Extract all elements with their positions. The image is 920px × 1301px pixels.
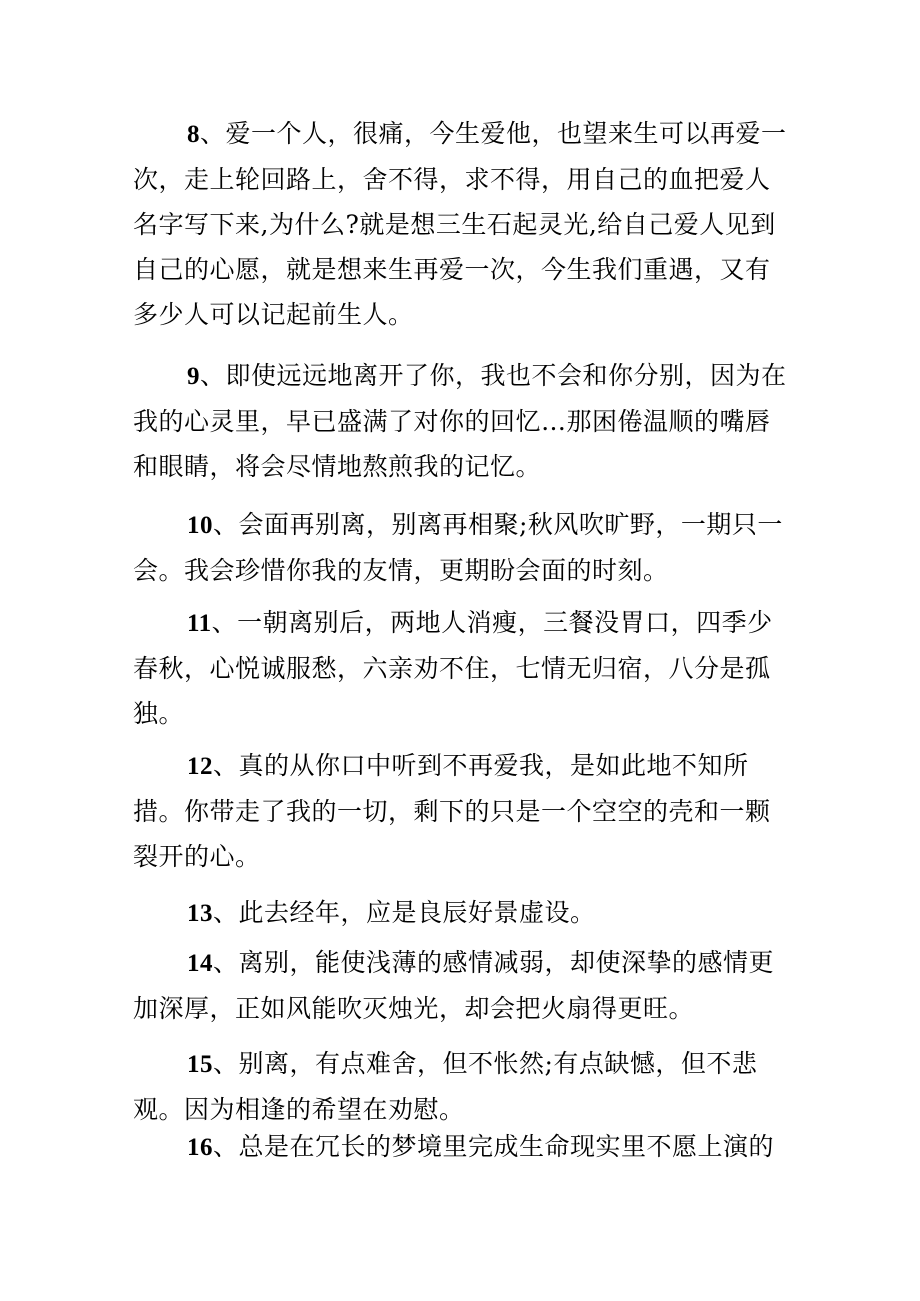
item-number: 16 (187, 1134, 213, 1161)
paragraph-14 (133, 940, 793, 1031)
item-number: 14 (187, 950, 213, 977)
item-number: 13 (187, 900, 213, 927)
item-number: 12 (187, 753, 213, 780)
paragraph-text: 、真的从你口中听到不再爱我，是如此地不知所措。你带走了我的一切，剩下的只是一个空空的壳和一颗裂开的心。 (133, 751, 771, 871)
item-number: 9 (187, 363, 200, 390)
item-number: 10 (187, 512, 213, 539)
paragraph-11 (133, 600, 793, 736)
paragraph-text: 、别离，有点难舍，但不怅然;有点缺憾，但不悲观。因为相逢的希望在劝慰。 (133, 1049, 758, 1124)
item-number: 8 (187, 121, 200, 148)
paragraph-text: 、爱一个人，很痛，今生爱他，也望来生可以再爱一次，走上轮回路上，舍不得，求不得，用自己的血把爱人名字写下来,为什么?就是想三生石起灵光,给自己爱人见到自己的心愿，就是想来生再爱一次，今生我们重遇，又有多少人可以记起前生人。 (133, 119, 787, 329)
paragraph-text: 、即使远远地离开了你，我也不会和你分别，因为在我的心灵里，早已盛满了对你的回忆…那困倦温顺的嘴唇和眼睛，将会尽情地熬煎我的记忆。 (133, 361, 787, 481)
paragraph-8 (133, 111, 793, 337)
paragraph-text: 、离别，能使浅薄的感情减弱，却使深挚的感情更加深厚，正如风能吹灭烛光，却会把火扇得更旺。 (133, 948, 775, 1023)
paragraph-16 (133, 1124, 793, 1170)
paragraph-9 (133, 353, 793, 489)
item-number: 11 (187, 610, 212, 637)
paragraph-text: 、总是在冗长的梦境里完成生命现实里不愿上演的 (213, 1132, 775, 1161)
paragraph-12 (133, 743, 793, 879)
paragraph-text: 、一朝离别后，两地人消瘦，三餐没胃口，四季少春秋，心悦诚服愁，六亲劝不住，七情无归宿，八分是孤独。 (133, 608, 773, 728)
paragraph-15 (133, 1041, 793, 1132)
paragraph-text: 、此去经年，应是良辰好景虚设。 (213, 898, 596, 927)
paragraph-13 (133, 890, 793, 936)
paragraph-10 (133, 502, 793, 593)
paragraph-text: 、会面再别离，别离再相聚;秋风吹旷野，一期只一会。我会珍惜你我的友情，更期盼会面的时刻。 (133, 510, 783, 585)
item-number: 15 (187, 1051, 213, 1078)
